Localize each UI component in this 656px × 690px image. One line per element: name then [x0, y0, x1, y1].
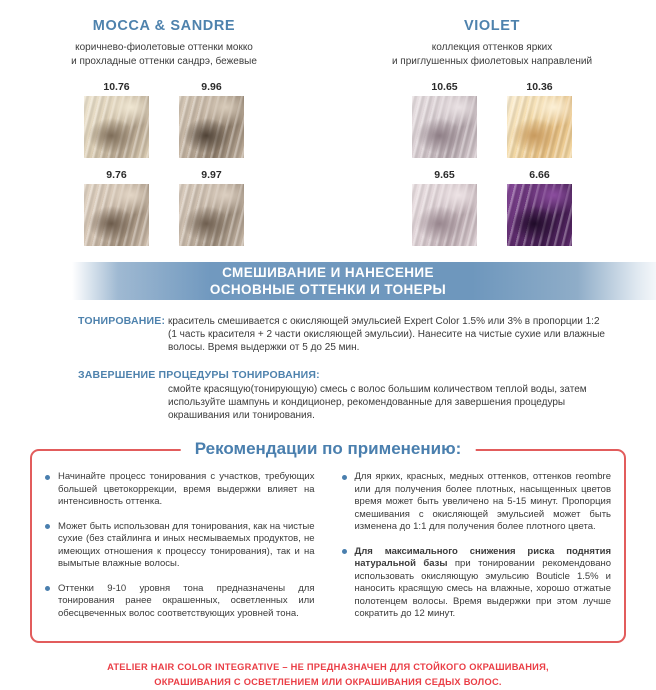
bullet-item	[45, 583, 315, 621]
swatch	[84, 169, 149, 246]
swatch-code: 10.36	[526, 81, 553, 93]
collection-description-line1: коричнево-фиолетовые оттенки мокко	[75, 42, 253, 53]
swatch	[179, 169, 244, 246]
hair-swatch-image	[412, 96, 477, 158]
section-text: краситель смешивается с окисляющей эмульсией Expert Color 1.5% или 3% в пропорции 1:2 (1 часть красителя + 2 части окисляющей эмульсии). Нанесите на чистые сухие или влажные волосы. Время выдержки от 5 до 25 мин.	[168, 316, 605, 353]
bullet-text: Начинайте процесс тонирования с участков, требующих большей цветокоррекции, время выдержки влияет на интенсивность оттенка.	[58, 471, 315, 507]
swatch	[179, 81, 244, 158]
swatch-code: 9.96	[201, 81, 222, 93]
hair-swatch-image	[507, 184, 572, 246]
swatch-code: 9.65	[434, 169, 455, 181]
bullet-dot-icon	[45, 586, 50, 591]
recommendations-right-column	[342, 471, 612, 633]
swatch	[412, 81, 477, 158]
instructions	[78, 315, 608, 422]
disclaimer	[0, 660, 656, 690]
recommendations-left-column	[45, 471, 315, 633]
recommendations-box	[30, 439, 626, 643]
bullet-dot-icon	[342, 549, 347, 554]
section-banner	[0, 262, 656, 300]
collection-title: MOCCA & SANDRE	[92, 18, 236, 34]
bullet-dot-icon	[45, 475, 50, 480]
bullet-dot-icon	[45, 524, 50, 529]
hair-swatch-image	[507, 96, 572, 158]
bullet-text: Может быть использован для тонирования, как на чистые сухие (без стайлинга и иных несмываемых продуктов, не имеющих отношения к процессу тонирования), так и на вымытые влажные волосы.	[58, 520, 315, 569]
swatch	[507, 169, 572, 246]
bullet-bold-text: Для максимального снижения риска поднятия натуральной базы	[354, 545, 611, 569]
section-finishing	[78, 369, 608, 422]
section-label: ЗАВЕРШЕНИЕ ПРОЦЕДУРЫ ТОНИРОВАНИЯ:	[78, 369, 320, 381]
hair-swatch-image	[179, 96, 244, 158]
bullet-text: Оттенки 9-10 уровня тона предназначены для тонирования ранее окрашенных, осветленных или обесцвеченных волос соответствующих уровней тона.	[58, 582, 315, 619]
banner-line2: ОСНОВНЫЕ ОТТЕНКИ И ТОНЕРЫ	[209, 282, 447, 297]
swatch-grid	[412, 81, 572, 246]
swatch	[507, 81, 572, 158]
collection-description-line2: и прохладные оттенки сандрэ, бежевые	[71, 55, 257, 67]
swatch	[84, 81, 149, 158]
bullet-item	[342, 546, 612, 621]
disclaimer-line2: ОКРАШИВАНИЯ С ОСВЕТЛЕНИЕМ ИЛИ ОКРАШИВАНИЯ СЕДЫХ ВОЛОС.	[154, 676, 502, 687]
swatch-code: 9.76	[106, 169, 127, 181]
recommendations-columns	[45, 471, 611, 633]
swatch	[412, 169, 477, 246]
collections-row	[0, 18, 656, 246]
banner-line1: СМЕШИВАНИЕ И НАНЕСЕНИЕ	[222, 265, 434, 280]
hair-swatch-image	[84, 184, 149, 246]
swatch-code: 10.76	[103, 81, 130, 93]
bullet-item	[342, 471, 612, 534]
swatch-code: 9.97	[201, 169, 222, 181]
collection-description-line1: коллекция оттенков ярких	[431, 42, 553, 53]
swatch-code: 10.65	[431, 81, 458, 93]
swatch-grid	[84, 81, 244, 246]
collection-mocca-sandre	[0, 18, 328, 246]
collection-title: VIOLET	[464, 18, 520, 34]
collection-description	[328, 41, 656, 68]
collection-description-line2: и приглушенных фиолетовых направлений	[391, 55, 593, 67]
section-text: смойте красящую(тонирующую) смесь с волос большим количеством теплой воды, затем используйте шампунь и кондиционер, рекомендованные для завершения процедуры окрашивания или тонирования.	[168, 384, 587, 421]
bullet-text: Для ярких, красных, медных оттенков, оттенков reombre или для получения более плотных, насыщенных цветов время может быть увеличено на 5-15 минут. Пропорция смешивания с окисляющей эмульсией может быть изменена до 1:1 для получения более плотного цвета.	[354, 471, 611, 532]
hair-swatch-image	[179, 184, 244, 246]
recommendations-title: Рекомендации по применению:	[181, 439, 476, 459]
disclaimer-line1: ATELIER HAIR COLOR INTEGRATIVE – НЕ ПРЕДНАЗНАЧЕН ДЛЯ СТОЙКОГО ОКРАШИВАНИЯ,	[107, 661, 549, 672]
bullet-item	[45, 471, 315, 509]
bullet-dot-icon	[342, 475, 347, 480]
collection-description	[0, 41, 328, 68]
bullet-item	[45, 521, 315, 571]
section-label: ТОНИРОВАНИЕ:	[78, 315, 166, 327]
collection-violet	[328, 18, 656, 246]
bullet-text: при тонировании рекомендовано использовать окисляющую эмульсию Bouticle 1.5% и наносить красящую смесь на влажные, хорошо отжатые полотенцем волосы. Время выдержки при этом лучше сократить до 12 минут.	[354, 558, 612, 619]
hair-swatch-image	[412, 184, 477, 246]
hair-swatch-image	[84, 96, 149, 158]
section-toning	[78, 315, 608, 354]
swatch-code: 6.66	[529, 169, 550, 181]
